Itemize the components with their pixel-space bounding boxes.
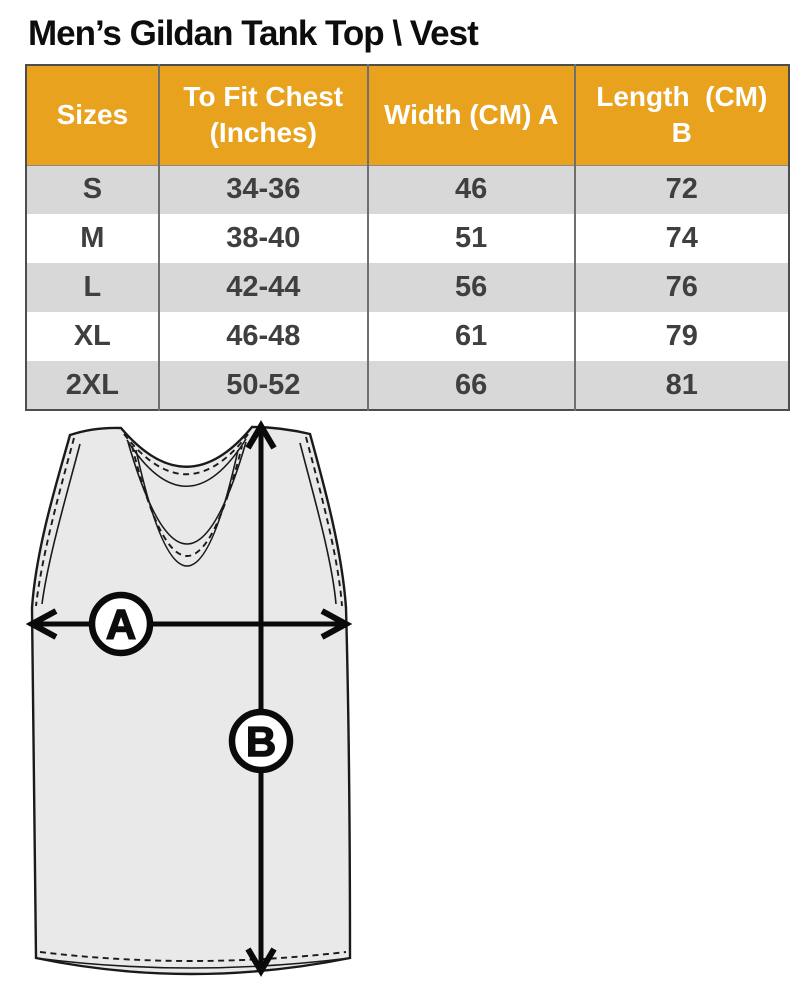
col-header-chest: To Fit Chest (Inches) xyxy=(159,65,368,165)
cell-width: 46 xyxy=(368,165,575,214)
cell-size: S xyxy=(26,165,159,214)
page-title: Men’s Gildan Tank Top \ Vest xyxy=(28,14,478,53)
size-table-body xyxy=(26,165,789,410)
cell-size: 2XL xyxy=(26,361,159,410)
tank-top-measurement-diagram xyxy=(20,418,360,996)
cell-size: XL xyxy=(26,312,159,361)
header-label: Width (CM) A xyxy=(383,99,559,131)
col-header-width xyxy=(368,65,575,165)
cell-width: 51 xyxy=(368,214,575,263)
cell-width: 56 xyxy=(368,263,575,312)
length-label: B xyxy=(245,718,277,765)
header-label: To Fit Chest xyxy=(183,80,344,112)
size-table xyxy=(25,64,790,411)
cell-chest: 38-40 xyxy=(159,214,368,263)
cell-length: 74 xyxy=(575,214,789,263)
table-row-xl xyxy=(26,312,789,361)
header-label: Length (CM) xyxy=(596,80,768,112)
header-row xyxy=(26,65,789,165)
tank-top-silhouette xyxy=(32,427,350,974)
width-label: A xyxy=(105,601,137,648)
table-row-l xyxy=(26,263,789,312)
cell-length: 81 xyxy=(575,361,789,410)
header-label: Sizes xyxy=(56,99,129,131)
cell-length: 76 xyxy=(575,263,789,312)
cell-chest: 50-52 xyxy=(159,361,368,410)
cell-size: M xyxy=(26,214,159,263)
table-row-2xl xyxy=(26,361,789,410)
cell-length: 72 xyxy=(575,165,789,214)
cell-width: 66 xyxy=(368,361,575,410)
cell-size: L xyxy=(26,263,159,312)
length-label-badge xyxy=(232,712,290,770)
cell-length: 79 xyxy=(575,312,789,361)
col-header-sizes xyxy=(26,65,159,165)
table-row-m xyxy=(26,214,789,263)
size-table-header xyxy=(26,65,789,165)
cell-chest: 46-48 xyxy=(159,312,368,361)
cell-chest: 42-44 xyxy=(159,263,368,312)
col-header-length: Length (CM) B xyxy=(575,65,789,165)
cell-width: 61 xyxy=(368,312,575,361)
cell-chest: 34-36 xyxy=(159,165,368,214)
table-row-s xyxy=(26,165,789,214)
tank-top-illustration xyxy=(20,418,360,996)
width-label-badge xyxy=(92,595,150,653)
